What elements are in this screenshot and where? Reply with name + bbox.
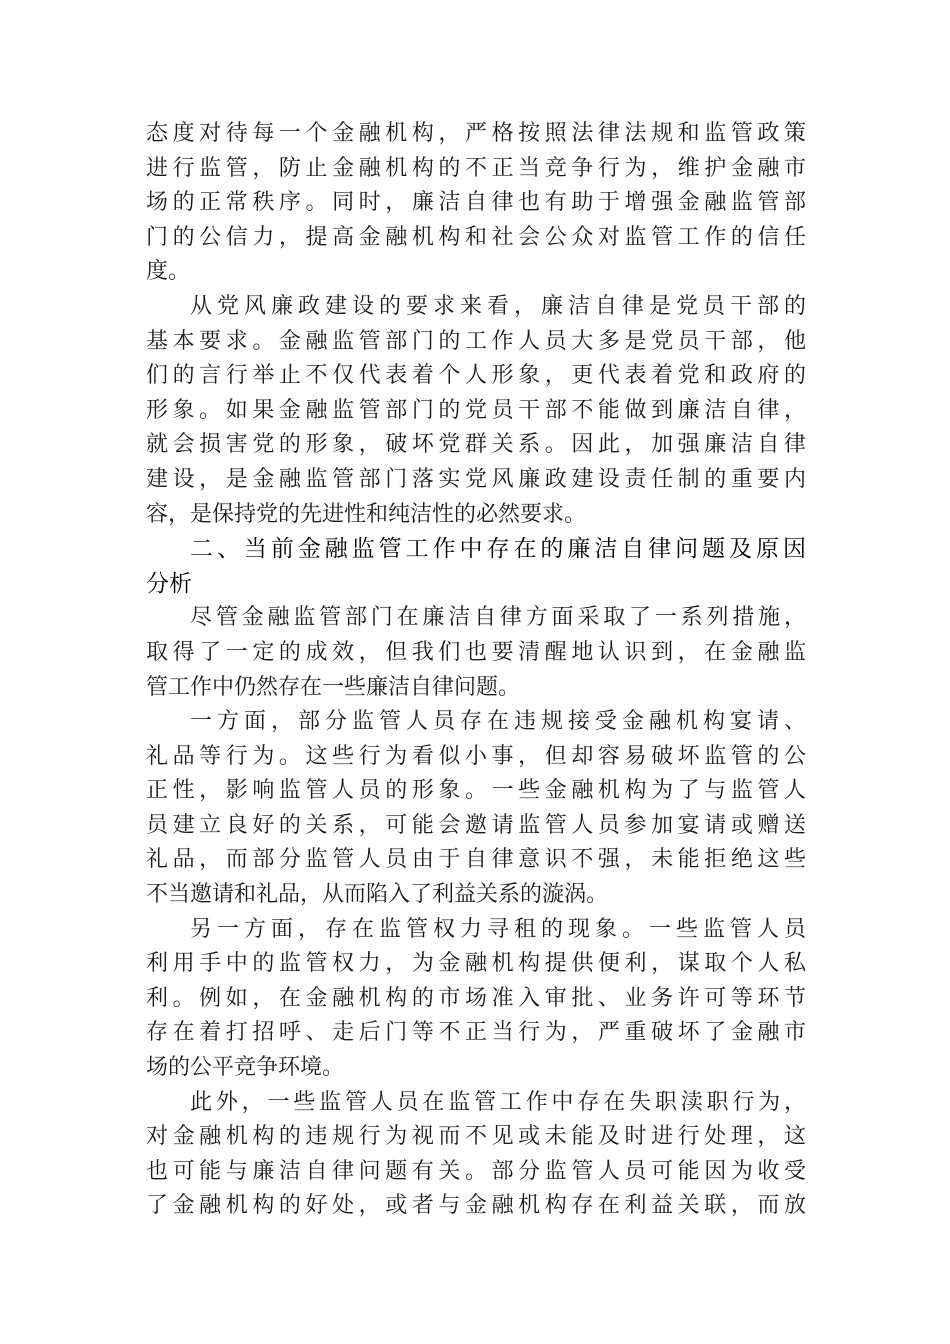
text-line: 礼品等行为。这些行为看似小事，但却容易破坏监管的公 (146, 743, 806, 769)
text-line: 场的正常秩序。同时，廉洁自律也有助于增强金融监管部 (146, 190, 806, 216)
text-line: 一方面，部分监管人员存在违规接受金融机构宴请、 (190, 709, 806, 735)
text-line: 管工作中仍然存在一些廉洁自律问题。 (146, 674, 521, 700)
paragraph (146, 705, 806, 913)
heading-line: 分析 (146, 570, 192, 597)
paragraph (146, 1086, 806, 1224)
text-line: 另一方面，存在监管权力寻租的现象。一些监管人员 (190, 916, 806, 942)
text-line: 度。 (146, 259, 191, 285)
paragraph (146, 290, 806, 532)
text-line: 利。例如，在金融机构的市场准入审批、业务许可等环节 (146, 985, 806, 1011)
text-line: 员建立良好的关系，可能会邀请监管人员参加宴请或赠送 (146, 812, 806, 838)
text-line: 从党风廉政建设的要求来看，廉洁自律是党员干部的 (190, 293, 806, 319)
paragraph (146, 601, 806, 705)
text-line: 了金融机构的好处，或者与金融机构存在利益关联，而放 (146, 1193, 806, 1219)
text-line: 不当邀请和礼品，从而陷入了利益关系的漩涡。 (146, 882, 609, 908)
section-heading (146, 532, 806, 601)
text-line: 基本要求。金融监管部门的工作人员大多是党员干部，他 (146, 328, 806, 354)
text-line: 门的公信力，提高金融机构和社会公众对监管工作的信任 (146, 224, 806, 250)
text-line: 利用手中的监管权力，为金融机构提供便利，谋取个人私 (146, 951, 806, 977)
text-line: 容，是保持党的先进性和纯洁性的必然要求。 (146, 501, 587, 527)
text-line: 对金融机构的违规行为视而不见或未能及时进行处理，这 (146, 1124, 806, 1150)
text-line: 们的言行举止不仅代表着个人形象，更代表着党和政府的 (146, 363, 806, 389)
text-line: 也可能与廉洁自律问题有关。部分监管人员可能因为收受 (146, 1158, 806, 1184)
paragraph (146, 117, 806, 290)
document-body (146, 117, 806, 1224)
text-line: 建设，是金融监管部门落实党风廉政建设责任制的重要内 (146, 466, 806, 492)
text-line: 态度对待每一个金融机构，严格按照法律法规和监管政策 (146, 121, 806, 146)
heading-line: 二、当前金融监管工作中存在的廉洁自律问题及原因 (190, 536, 806, 563)
paragraph (146, 913, 806, 1086)
text-line: 存在着打招呼、走后门等不正当行为，严重破坏了金融市 (146, 1020, 806, 1046)
text-line: 就会损害党的形象，破坏党群关系。因此，加强廉洁自律 (146, 432, 806, 458)
text-line: 礼品，而部分监管人员由于自律意识不强，未能拒绝这些 (146, 847, 806, 873)
text-line: 场的公平竞争环境。 (146, 1055, 345, 1081)
text-line: 形象。如果金融监管部门的党员干部不能做到廉洁自律， (146, 397, 806, 423)
text-line: 尽管金融监管部门在廉洁自律方面采取了一系列措施， (190, 605, 806, 631)
text-line: 进行监管，防止金融机构的不正当竞争行为，维护金融市 (146, 155, 806, 181)
text-line: 此外，一些监管人员在监管工作中存在失职渎职行为， (190, 1089, 806, 1115)
text-line: 取得了一定的成效，但我们也要清醒地认识到，在金融监 (146, 639, 806, 665)
text-line: 正性，影响监管人员的形象。一些金融机构为了与监管人 (146, 778, 806, 804)
